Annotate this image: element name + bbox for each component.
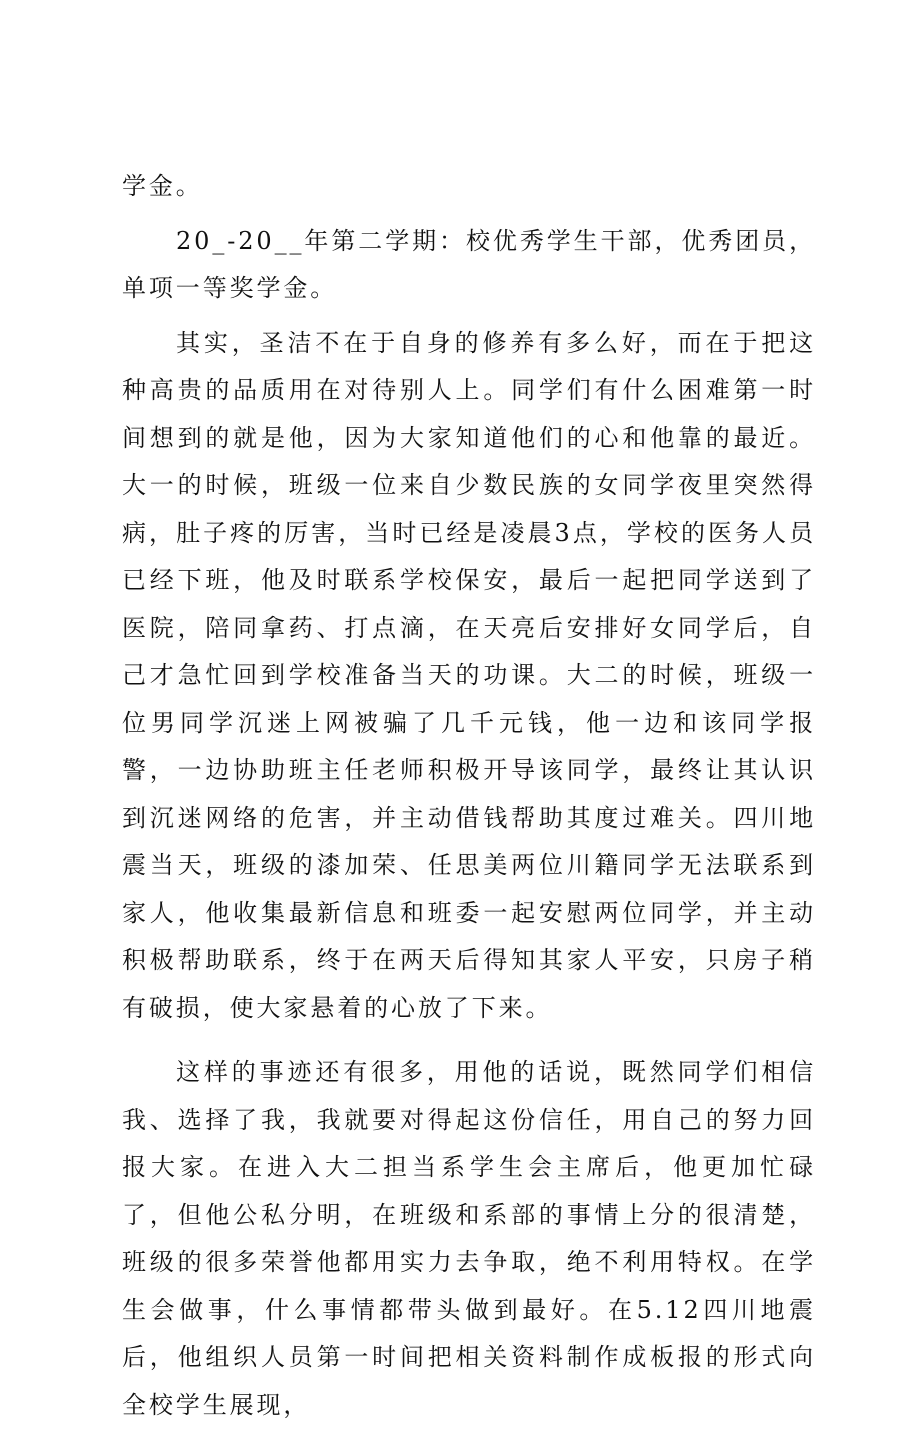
paragraph-student-union: 这样的事迹还有很多，用他的话说，既然同学们相信我、选择了我，我就要对得起这份信任，用自己的努力回报大家。在进入大二担当系学生会主席后，他更加忙碌了，但他公私分明，在班级和系部的事情上分的很清楚，班级的很多荣誉他都用实力去争取，绝不利用特权。在学生会做事，什么事情都带头做到最好。在5.12四川地震后，他组织人员第一时间把相关资料制作成板报的形式向全校学生展现， xyxy=(122,1058,816,1419)
paragraph-award: 20_-20__年第二学期：校优秀学生干部，优秀团员，单项一等奖学金。 xyxy=(122,226,816,302)
paragraph-continuation: 学金。 xyxy=(122,172,203,200)
document-body xyxy=(122,163,816,1429)
paragraph-deeds: 其实，圣洁不在于自身的修养有多么好，而在于把这种高贵的品质用在对待别人上。同学们有什么困难第一时间想到的就是他，因为大家知道他们的心和他靠的最近。大一的时候，班级一位来自少数民族的女同学夜里突然得病，肚子疼的厉害，当时已经是凌晨3点，学校的医务人员已经下班，他及时联系学校保安，最后一起把同学送到了医院，陪同拿药、打点滴，在天亮后安排好女同学后，自己才急忙回到学校准备当天的功课。大二的时候，班级一位男同学沉迷上网被骗了几千元钱，他一边和该同学报警，一边协助班主任老师积极开导该同学，最终让其认识到沉迷网络的危害，并主动借钱帮助其度过难关。四川地震当天，班级的漆加荣、任思美两位川籍同学无法联系到家人，他收集最新信息和班委一起安慰两位同学，并主动积极帮助联系，终于在两天后得知其家人平安，只房子稍有破损，使大家悬着的心放了下来。 xyxy=(122,328,816,1022)
